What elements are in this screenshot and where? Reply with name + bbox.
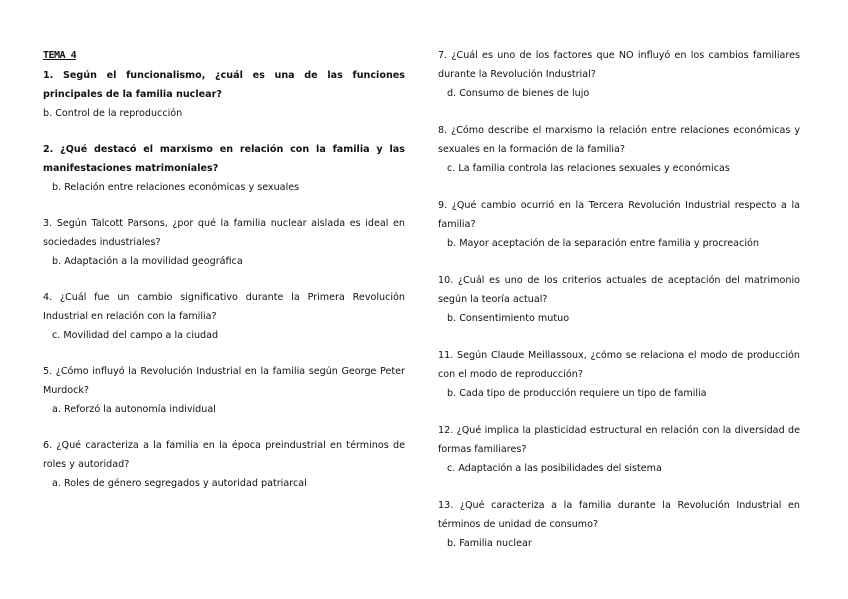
answer-text: c. Movilidad del campo a la ciudad xyxy=(52,330,219,341)
question-item xyxy=(438,196,800,253)
question-text: 3. Según Talcott Parsons, ¿por qué la familia nuclear aislada es ideal en sociedades industriales? xyxy=(43,218,405,248)
question-text: 8. ¿Cómo describe el marxismo la relación entre relaciones económicas y sexuales en la formación de la familia? xyxy=(438,125,800,155)
question-item xyxy=(43,66,405,123)
question-item xyxy=(438,421,800,478)
answer-text: b. Adaptación a la movilidad geográfica xyxy=(52,256,243,267)
answer-text: d. Consumo de bienes de lujo xyxy=(447,88,590,99)
question-text: 9. ¿Qué cambio ocurrió en la Tercera Revolución Industrial respecto a la familia? xyxy=(438,200,800,230)
question-text: 1. Según el funcionalismo, ¿cuál es una de las funciones principales de la familia nuclear? xyxy=(43,70,405,100)
question-item xyxy=(438,46,800,103)
answer-text: b. Cada tipo de producción requiere un tipo de familia xyxy=(447,388,707,399)
answer-text: b. Familia nuclear xyxy=(447,538,532,549)
question-text: 2. ¿Qué destacó el marxismo en relación con la familia y las manifestaciones matrimoniales? xyxy=(43,144,405,174)
question-item xyxy=(438,496,800,553)
answer-text: b. Consentimiento mutuo xyxy=(447,313,570,324)
answer-text: a. Reforzó la autonomía individual xyxy=(52,404,216,415)
question-text: 6. ¿Qué caracteriza a la familia en la época preindustrial en términos de roles y autoridad? xyxy=(43,440,405,470)
question-item xyxy=(438,271,800,328)
question-item xyxy=(43,362,405,419)
question-item xyxy=(43,288,405,345)
answer-text: c. La familia controla las relaciones sexuales y económicas xyxy=(447,163,730,174)
question-text: 7. ¿Cuál es uno de los factores que NO influyó en los cambios familiares durante la Revolución Industrial? xyxy=(438,50,800,80)
question-text: 5. ¿Cómo influyó la Revolución Industrial en la familia según George Peter Murdock? xyxy=(43,366,405,396)
question-item xyxy=(438,346,800,403)
answer-text: b. Control de la reproducción xyxy=(43,108,183,119)
question-item xyxy=(43,436,405,493)
answer-text: c. Adaptación a las posibilidades del sistema xyxy=(447,463,662,474)
question-item xyxy=(43,140,405,197)
question-text: 13. ¿Qué caracteriza a la familia durante la Revolución Industrial en términos de unidad de consumo? xyxy=(438,500,800,530)
left-column xyxy=(43,50,405,510)
answer-text: a. Roles de género segregados y autoridad patriarcal xyxy=(52,478,307,489)
answer-text: b. Mayor aceptación de la separación entre familia y procreación xyxy=(447,238,759,249)
question-text: 4. ¿Cuál fue un cambio significativo durante la Primera Revolución Industrial en relación con la familia? xyxy=(43,292,405,322)
question-text: 11. Según Claude Meillassoux, ¿cómo se relaciona el modo de producción con el modo de reproducción? xyxy=(438,350,800,380)
question-text: 10. ¿Cuál es uno de los criterios actuales de aceptación del matrimonio según la teoría actual? xyxy=(438,275,800,305)
page-title: TEMA 4 xyxy=(43,50,77,61)
question-text: 12. ¿Qué implica la plasticidad estructural en relación con la diversidad de formas familiares? xyxy=(438,425,800,455)
question-item xyxy=(43,214,405,271)
right-column xyxy=(438,46,800,571)
answer-text: b. Relación entre relaciones económicas y sexuales xyxy=(52,182,300,193)
question-item xyxy=(438,121,800,178)
